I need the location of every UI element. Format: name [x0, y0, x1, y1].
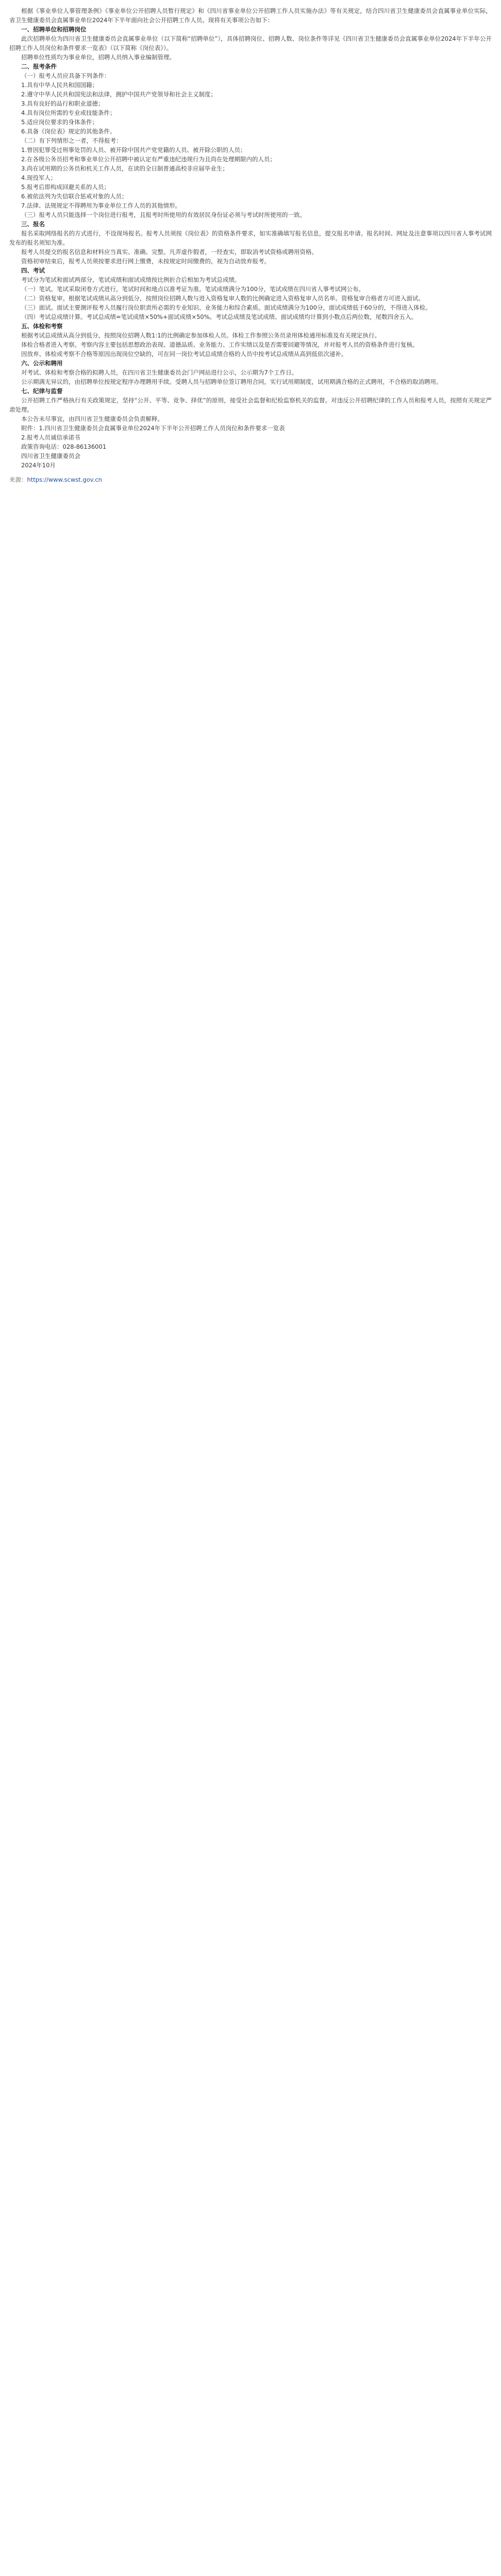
body-paragraph: 6.被依法列为失信联合惩戒对象的人员； — [21, 193, 128, 200]
body-paragraph: 考试分为笔试和面试两部分，笔试成绩和面试成绩按比例折合后相加为考试总成绩。 — [21, 276, 241, 283]
body-paragraph: 1.具有中华人民共和国国籍； — [21, 81, 98, 89]
body-paragraph: 因放弃、体检或考察不合格等原因出现岗位空缺的，可在同一岗位考试总成绩合格的人员中按考试总成绩从高到低依次递补。 — [21, 350, 347, 358]
body-paragraph: （三）报考人员只能选择一个岗位进行报考，且报考时所使用的有效居民身份证必须与考试时所使用的一致。 — [21, 211, 306, 218]
body-paragraph: 公开招聘工作严格执行有关政策规定，坚持“公开、平等、竞争、择优”的原则，接受社会监督和纪检监察机关的监督。对违反公开招聘纪律的工作人员和报考人员，按照有关规定严肃处理。 — [9, 397, 492, 413]
section-heading: 二、报考条件 — [21, 63, 57, 70]
body-paragraph: （三）面试。面试主要测评报考人员履行岗位职责所必需的专业知识、业务能力和综合素质。面试成绩满分为100分，面试成绩低于60分的，不得进入体检。 — [21, 304, 431, 311]
attachment-line: 附件：1.四川省卫生健康委员会直属事业单位2024年下半年公开招聘工作人员岗位和条件要求一览表 — [21, 425, 285, 432]
body-paragraph: 体检合格者进入考察。考察内容主要包括思想政治表现、道德品质、业务能力、工作实绩以及是否需要回避等情况，并对报考人员的资格条件进行复核。 — [21, 341, 419, 348]
section-heading: 一、招聘单位和招聘岗位 — [21, 26, 87, 33]
body-paragraph: 2.在各级公务员招考和事业单位公开招聘中被认定有严重违纪违规行为且尚在处理期限内的人员； — [21, 156, 276, 163]
source-link[interactable]: https://www.scwst.gov.cn — [27, 476, 102, 483]
source-label: 来源： — [9, 476, 27, 483]
body-paragraph: 4.现役军人； — [21, 174, 57, 181]
source-footer — [9, 475, 492, 484]
body-paragraph: 报名采取网络报名的方式进行，不设现场报名。报考人员须按《岗位表》的资格条件要求，如实准确填写报名信息，提交报名申请。报名时间、网址及注意事项以四川省人事考试网发布的报名须知为准。 — [9, 230, 492, 246]
article-body — [0, 0, 501, 497]
body-paragraph: 根据考试总成绩从高分到低分，按照岗位招聘人数1:1的比例确定参加体检人员。体检工作参照公务员录用体检通用标准及有关规定执行。 — [21, 332, 381, 339]
body-paragraph: 3.尚在试用期的公务员和机关工作人员，在读的全日制普通高校非应届毕业生； — [21, 165, 228, 172]
body-paragraph: （二）有下列情形之一者，不得报考： — [21, 137, 122, 144]
body-paragraph: （一）报考人员应具备下列条件： — [21, 72, 110, 79]
intro-paragraph: 根据《事业单位人事管理条例》《事业单位公开招聘人员暂行规定》和《四川省事业单位公开招聘工作人员实施办法》等有关规定，结合四川省卫生健康委员会直属事业单位实际，省卫生健康委员会直属事业单位2024年下半年面向社会公开招聘工作人员。现将有关事项公告如下： — [9, 7, 492, 24]
body-paragraph: 5.报考后即构成回避关系的人员； — [21, 183, 110, 191]
body-paragraph: 7.法律、法规规定不得聘用为事业单位工作人员的其他情形。 — [21, 202, 181, 209]
body-paragraph: 3.具有良好的品行和职业道德； — [21, 100, 104, 107]
body-paragraph: 4.具有岗位所需的专业或技能条件； — [21, 109, 116, 116]
signature-line: 四川省卫生健康委员会 — [21, 452, 80, 460]
body-paragraph: （四）考试总成绩计算。考试总成绩=笔试成绩×50%+面试成绩×50%。考试总成绩及笔试成绩、面试成绩均计算到小数点后两位数，尾数四舍五入。 — [21, 313, 417, 320]
body-paragraph: （一）笔试。笔试采取闭卷方式进行，笔试时间和地点以准考证为准。笔试成绩满分为100分，笔试成绩在四川省人事考试网公布。 — [21, 285, 364, 293]
section-heading: 三、报名 — [21, 221, 45, 228]
body-paragraph: 公示期满无异议的，由招聘单位按规定程序办理聘用手续。受聘人员与招聘单位签订聘用合同，实行试用期制度，试用期满合格的正式聘用，不合格的取消聘用。 — [21, 378, 442, 385]
body-paragraph: 对考试、体检和考察合格的拟聘人员，在四川省卫生健康委员会门户网站进行公示，公示期为7个工作日。 — [21, 369, 298, 376]
body-paragraph: 报考人员提交的报名信息和材料应当真实、准确、完整。凡弄虚作假者，一经查实，即取消考试资格或聘用资格。 — [21, 248, 318, 256]
body-paragraph: 招聘单位性质均为事业单位，招聘人员纳入事业编制管理。 — [21, 54, 175, 61]
body-paragraph: 本公告未尽事宜，由四川省卫生健康委员会负责解释。 — [21, 415, 163, 422]
date-line: 2024年10月 — [21, 462, 56, 469]
section-heading: 五、体检和考察 — [21, 323, 63, 330]
body-paragraph: 6.具备《岗位表》规定的其他条件。 — [21, 128, 116, 135]
section-heading: 四、考试 — [21, 267, 45, 274]
body-paragraph: 资格初审结束后，报考人员须按要求进行网上缴费，未按规定时间缴费的，视为自动放弃报考。 — [21, 258, 270, 265]
body-paragraph: 5.适应岗位要求的身体条件； — [21, 118, 98, 126]
section-heading: 六、公示和聘用 — [21, 360, 63, 367]
body-paragraph: 1.曾因犯罪受过刑事处罚的人员、被开除中国共产党党籍的人员、被开除公职的人员； — [21, 146, 246, 154]
body-paragraph: 此次招聘单位为四川省卫生健康委员会直属事业单位（以下简称“招聘单位”），具体招聘岗位、招聘人数、岗位条件等详见《四川省卫生健康委员会直属事业单位2024年下半年公开招聘工作人员岗位和条件要求一览表》（以下简称《岗位表》）。 — [9, 35, 492, 52]
section-heading: 七、纪律与监督 — [21, 387, 63, 395]
attachment-line: 2.报考人员诚信承诺书 — [21, 434, 80, 441]
contact-line: 政策咨询电话：028-86136001 — [21, 443, 107, 450]
body-paragraph: 2.遵守中华人民共和国宪法和法律，拥护中国共产党领导和社会主义制度； — [21, 91, 216, 98]
body-paragraph: （二）资格复审。根据笔试成绩从高分到低分，按照岗位招聘人数与进入资格复审人数的比例确定进入资格复审人员名单。资格复审合格者方可进入面试。 — [21, 295, 424, 302]
